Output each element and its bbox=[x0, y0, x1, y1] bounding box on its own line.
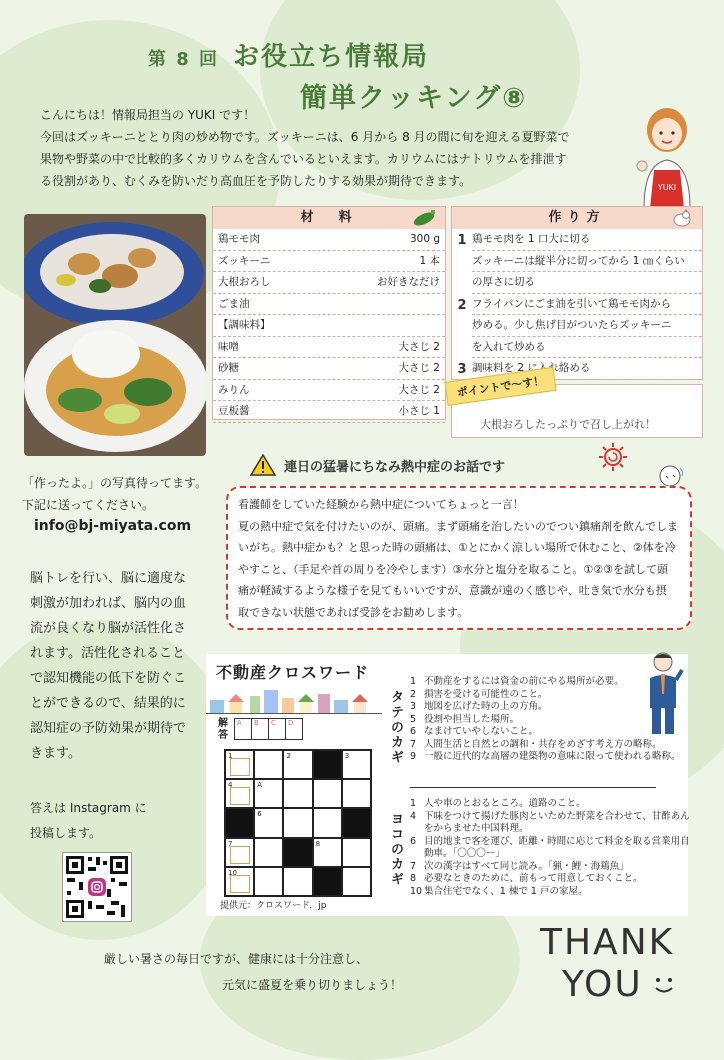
cook-avatar-illustration bbox=[634, 104, 700, 210]
heatstroke-line: 取できない状態であれば受診をお勧めします。 bbox=[238, 605, 469, 619]
intro-line: る役割があり、むくみを防いだり高血圧を予防したりする効果が期待できます。 bbox=[40, 174, 472, 188]
clue-number: 4 bbox=[410, 810, 417, 822]
thank-you-lettering bbox=[540, 918, 700, 1002]
crossword-cell[interactable] bbox=[254, 808, 283, 837]
across-clues-label: ヨコのカギ bbox=[388, 812, 403, 887]
crossword-cell-number: A bbox=[257, 781, 262, 790]
clue-item bbox=[410, 811, 690, 836]
clue-number: 10 bbox=[410, 885, 423, 897]
clue-item bbox=[410, 836, 690, 861]
clue-number: 6 bbox=[410, 835, 417, 847]
clue-number: 7 bbox=[410, 860, 417, 872]
answer-letter-marker bbox=[230, 875, 250, 893]
clue-number: 8 bbox=[410, 873, 417, 884]
heatstroke-box bbox=[226, 486, 692, 630]
photo-note-line: 下記に送ってください。 bbox=[22, 498, 155, 512]
heatstroke-line: やすこと、（手足や首の周りを冷やします）③水分と塩分を取ること。①②③を試して頭 bbox=[238, 562, 668, 576]
zucchini-icon bbox=[411, 209, 437, 227]
point-text: 大根おろしたっぷりで召し上がれ！ bbox=[480, 418, 656, 431]
contact-email[interactable]: info@bj-miyata.com bbox=[34, 518, 192, 534]
heatstroke-line: いがち。熱中症かも？と思った時の頭痛は、①とにかく涼しい場所で休むこと、②体を冷 bbox=[238, 541, 676, 554]
crossword-cell[interactable] bbox=[254, 867, 283, 896]
step-line: 炒める。少し焦げ目がついたらズッキーニ bbox=[472, 315, 702, 337]
businessman-illustration bbox=[642, 650, 684, 736]
clue-text: なまけていやしないこと。 bbox=[424, 726, 539, 737]
photo-note-line: 「作ったよ。」の写真待ってます。 bbox=[22, 476, 208, 490]
crossword-cell-number: 7 bbox=[228, 839, 233, 848]
brain-training-text bbox=[30, 566, 196, 766]
step-line: を入れて炒める bbox=[472, 337, 702, 359]
point-label: ポイントで～す！ bbox=[444, 367, 556, 406]
answer-letter-marker bbox=[230, 787, 250, 805]
thank-text: THANK bbox=[540, 922, 675, 963]
brain-line: で認知機能の低下を防ぐこ bbox=[30, 671, 187, 686]
ingredient-row bbox=[213, 272, 445, 294]
ingredient-amount: 大さじ 2 bbox=[398, 340, 440, 353]
crossword-cell[interactable] bbox=[225, 779, 254, 808]
answer-cells bbox=[234, 718, 302, 740]
steps-heading bbox=[452, 207, 702, 229]
intro-line: 果物や野菜の中で比較的多くカリウムを含んでいるといえます。カリウムにはナトリウムを排泄す bbox=[40, 152, 567, 166]
brain-line: 刺激が加われば、脳内の血 bbox=[30, 596, 187, 611]
clue-text: 役割や担当した場所。 bbox=[424, 713, 520, 725]
crossword-cell[interactable] bbox=[225, 867, 254, 896]
heatstroke-title bbox=[250, 454, 505, 476]
ingredient-row bbox=[213, 401, 445, 423]
crossword-cell[interactable] bbox=[313, 838, 342, 867]
clue-text: 一般に近代的な高層の建築物の意味に限って使われる略称。 bbox=[424, 751, 681, 762]
clue-number: 2 bbox=[410, 688, 417, 700]
clue-number: 7 bbox=[410, 738, 417, 750]
crossword-cell-number: 4 bbox=[228, 781, 233, 790]
clue-number: 6 bbox=[410, 726, 417, 737]
ingredient-name: 鶏モモ肉 bbox=[218, 233, 260, 245]
clue-text: 不動産をするには資金の前にやる場所が必要。 bbox=[424, 676, 624, 687]
step-item bbox=[452, 294, 702, 359]
crossword-cell[interactable] bbox=[342, 750, 371, 779]
closing-line: 元気に盛夏を乗り切りましょう！ bbox=[222, 978, 403, 992]
brain-line: とができるので、結果的に bbox=[30, 696, 186, 711]
crossword-cell[interactable] bbox=[342, 838, 371, 867]
food-photo bbox=[24, 214, 206, 456]
crossword-cell[interactable] bbox=[313, 779, 342, 808]
heatstroke-line: 痛が軽減するような様子を見てもいいですが、意識が遠のく感じや、吐き気で水分も摂 bbox=[238, 584, 667, 597]
steps-box bbox=[451, 206, 703, 380]
answer-cell-letter: D bbox=[288, 719, 294, 727]
ingredient-amount: お好きなだけ bbox=[377, 276, 440, 288]
step-line: 調味料を 2 に入れ絡める bbox=[472, 358, 702, 380]
step-number: 3 bbox=[457, 362, 467, 377]
page-title-text: お役立ち情報局 bbox=[233, 42, 430, 72]
crossword-cell[interactable] bbox=[313, 808, 342, 837]
intro-greeting: こんにちは！情報局担当の YUKI です！ bbox=[40, 108, 256, 122]
clue-divider bbox=[410, 787, 656, 788]
crossword-black-cell bbox=[342, 808, 371, 837]
clue-text: 下味をつけて揚げた豚肉といためた野菜を合わせて、甘酢あんをからませた中国料理。 bbox=[424, 810, 690, 834]
clue-number: 5 bbox=[410, 713, 417, 725]
clue-text: 人や車のとおるところ。道路のこと。 bbox=[424, 798, 586, 809]
crossword-credit: 提供元：クロスワード．jp bbox=[220, 901, 327, 911]
clue-item bbox=[410, 739, 690, 752]
cityscape-illustration bbox=[206, 688, 382, 714]
crossword-title: 不動産クロスワード bbox=[216, 663, 370, 682]
steps-heading-text: 作り方 bbox=[548, 210, 606, 225]
crossword-cell[interactable] bbox=[254, 838, 283, 867]
answer-cell[interactable] bbox=[234, 718, 252, 740]
crossword-cell[interactable] bbox=[283, 750, 312, 779]
crossword-cell[interactable] bbox=[342, 867, 371, 896]
photo-request-note bbox=[22, 472, 207, 516]
crossword-cell[interactable] bbox=[342, 779, 371, 808]
crossword-black-cell bbox=[283, 838, 312, 867]
page-subtitle: 簡単クッキング⑧ bbox=[300, 83, 528, 114]
clue-item bbox=[410, 886, 690, 899]
down-clues-label: タテのカギ bbox=[388, 690, 403, 765]
step-line: の厚さに切る bbox=[472, 272, 702, 294]
heatstroke-title-text: 連日の猛暑にちなみ熱中症のお話です bbox=[284, 459, 506, 475]
ingredient-name: ズッキーニ bbox=[218, 254, 271, 267]
step-number: 2 bbox=[457, 297, 467, 313]
ingredient-name: 豆板醤 bbox=[218, 405, 250, 417]
clue-number: 9 bbox=[410, 751, 417, 762]
answer-cell-letter: B bbox=[254, 719, 259, 727]
step-line: ズッキーニは縦半分に切ってから 1 ㎝くらい bbox=[472, 251, 702, 273]
crossword-cell[interactable] bbox=[254, 779, 283, 808]
answer-note bbox=[30, 796, 147, 846]
intro-text bbox=[40, 104, 632, 192]
crossword-cell[interactable] bbox=[283, 779, 312, 808]
ingredient-row bbox=[213, 315, 445, 337]
ingredient-amount: 大さじ 2 bbox=[398, 362, 440, 374]
episode-label: 第 8 回 bbox=[148, 49, 220, 70]
chicken-icon bbox=[672, 209, 692, 227]
ingredient-name: 大根おろし bbox=[218, 276, 271, 288]
ingredient-row bbox=[213, 294, 445, 316]
crossword-cell-number: 6 bbox=[257, 810, 262, 819]
intro-line: 今回はズッキーニととり肉の炒め物です。ズッキーニは、6 月から 8 月の間に旬を迎える夏野菜で bbox=[40, 130, 570, 144]
crossword-black-cell bbox=[313, 750, 342, 779]
ingredient-name: ごま油 bbox=[218, 297, 250, 310]
crossword-black-cell bbox=[225, 808, 254, 837]
brain-line: れます。活性化されること bbox=[30, 646, 185, 661]
crossword-cell-number: 10 bbox=[228, 868, 237, 877]
brain-line: 認知症の予防効果が期待で bbox=[30, 721, 187, 736]
answer-note-line: 答えは Instagram に bbox=[30, 801, 147, 815]
answer-cell[interactable] bbox=[251, 718, 269, 740]
ingredient-amount: 大さじ 2 bbox=[398, 383, 440, 396]
answer-cell-letter: A bbox=[237, 719, 242, 727]
ingredient-name: 砂糖 bbox=[218, 362, 239, 374]
answer-letter-marker bbox=[230, 846, 250, 864]
brain-line: 流が良くなり脳が活性化さ bbox=[30, 621, 187, 636]
clue-text: 損害を受ける可能性のこと。 bbox=[424, 688, 548, 700]
clue-text: 次の漢字はすべて同じ読み。「猟・鯉・海鶏魚」 bbox=[424, 860, 629, 872]
across-clues-list bbox=[410, 798, 690, 898]
ingredient-amount: 300 g bbox=[409, 233, 440, 245]
heatstroke-line: 看護師をしていた経験から熱中症についてちょっと一言！ bbox=[238, 498, 524, 511]
clue-text: 地図を広げた時の上の方角。 bbox=[424, 701, 548, 712]
answer-letter-marker bbox=[230, 758, 250, 776]
closing-line: 厳しい暑さの毎日ですが、健康には十分注意し、 bbox=[104, 952, 369, 966]
ingredient-name: みりん bbox=[218, 383, 250, 396]
crossword-cell-number: 1 bbox=[228, 752, 233, 760]
brain-line: 脳トレを行い、脳に適度な bbox=[30, 571, 187, 586]
clue-item bbox=[410, 873, 690, 886]
clue-text: 人間生活と自然との調和・共存をめざす考え方の略称。 bbox=[424, 738, 662, 750]
crossword-cell[interactable] bbox=[225, 838, 254, 867]
crossword-grid bbox=[224, 749, 372, 897]
ingredient-row bbox=[213, 229, 445, 251]
clue-text: 目的地まで客を運び、距離・時間に応じて料金を取る営業用自動車。「〇〇〇ー」 bbox=[424, 835, 690, 859]
clue-number: 1 bbox=[410, 798, 417, 809]
ingredients-heading-text: 材 料 bbox=[300, 210, 358, 225]
answer-note-line: 投稿します。 bbox=[30, 826, 102, 840]
answer-cell[interactable] bbox=[268, 718, 286, 740]
ingredient-row bbox=[213, 358, 445, 380]
crossword-cell[interactable] bbox=[254, 750, 283, 779]
brain-line: きます。 bbox=[30, 746, 81, 761]
clue-item bbox=[410, 751, 690, 764]
answer-cell[interactable] bbox=[285, 718, 303, 740]
ingredient-name: 味噌 bbox=[218, 340, 239, 353]
ingredients-box bbox=[212, 206, 446, 420]
closing-message bbox=[104, 946, 402, 998]
heatstroke-line: 夏の熱中症で気を付けたいのが、頭痛。まず頭痛を治したいのでつい鎮痛剤を飲んでしま bbox=[238, 519, 678, 533]
ingredients-heading bbox=[213, 207, 445, 229]
step-number: 1 bbox=[457, 233, 467, 248]
step-item bbox=[452, 229, 702, 294]
crossword-cell[interactable] bbox=[283, 867, 312, 896]
clue-number: 1 bbox=[410, 676, 417, 687]
ingredient-amount: 小さじ 1 bbox=[398, 405, 440, 417]
page-title bbox=[148, 36, 429, 73]
ingredient-row bbox=[213, 337, 445, 359]
sun-icon bbox=[598, 442, 628, 472]
clue-text: 必要なときのために、前もって用意しておくこと。 bbox=[424, 873, 643, 884]
ingredient-row bbox=[213, 380, 445, 402]
answer-cell-letter: C bbox=[271, 719, 276, 727]
crossword-black-cell bbox=[313, 867, 342, 896]
answer-label: 解答 bbox=[218, 718, 228, 741]
clue-number: 3 bbox=[410, 701, 417, 712]
ingredient-name: 【調味料】 bbox=[218, 319, 271, 331]
step-line: 鶏モモ肉を 1 口大に切る bbox=[472, 229, 702, 251]
crossword-cell[interactable] bbox=[283, 808, 312, 837]
warning-icon bbox=[250, 454, 276, 476]
you-text: YOU bbox=[562, 964, 643, 1002]
instagram-qr-code[interactable] bbox=[62, 852, 132, 922]
ingredient-amount: 1 本 bbox=[419, 254, 440, 267]
step-line: フライパンにごま油を引いて鶏モモ肉から bbox=[472, 294, 702, 316]
clue-item bbox=[410, 798, 690, 811]
crossword-cell-number: 8 bbox=[315, 839, 321, 848]
ingredient-row bbox=[213, 251, 445, 273]
crossword-cell-number: 3 bbox=[344, 752, 350, 760]
clue-text: 集合住宅でなく、1 棟で 1 戸の家屋。 bbox=[424, 885, 588, 897]
avatar-name: YUKI bbox=[657, 183, 677, 192]
crossword-cell-number: 2 bbox=[286, 752, 291, 760]
crossword-cell[interactable] bbox=[225, 750, 254, 779]
clue-item bbox=[410, 861, 690, 874]
